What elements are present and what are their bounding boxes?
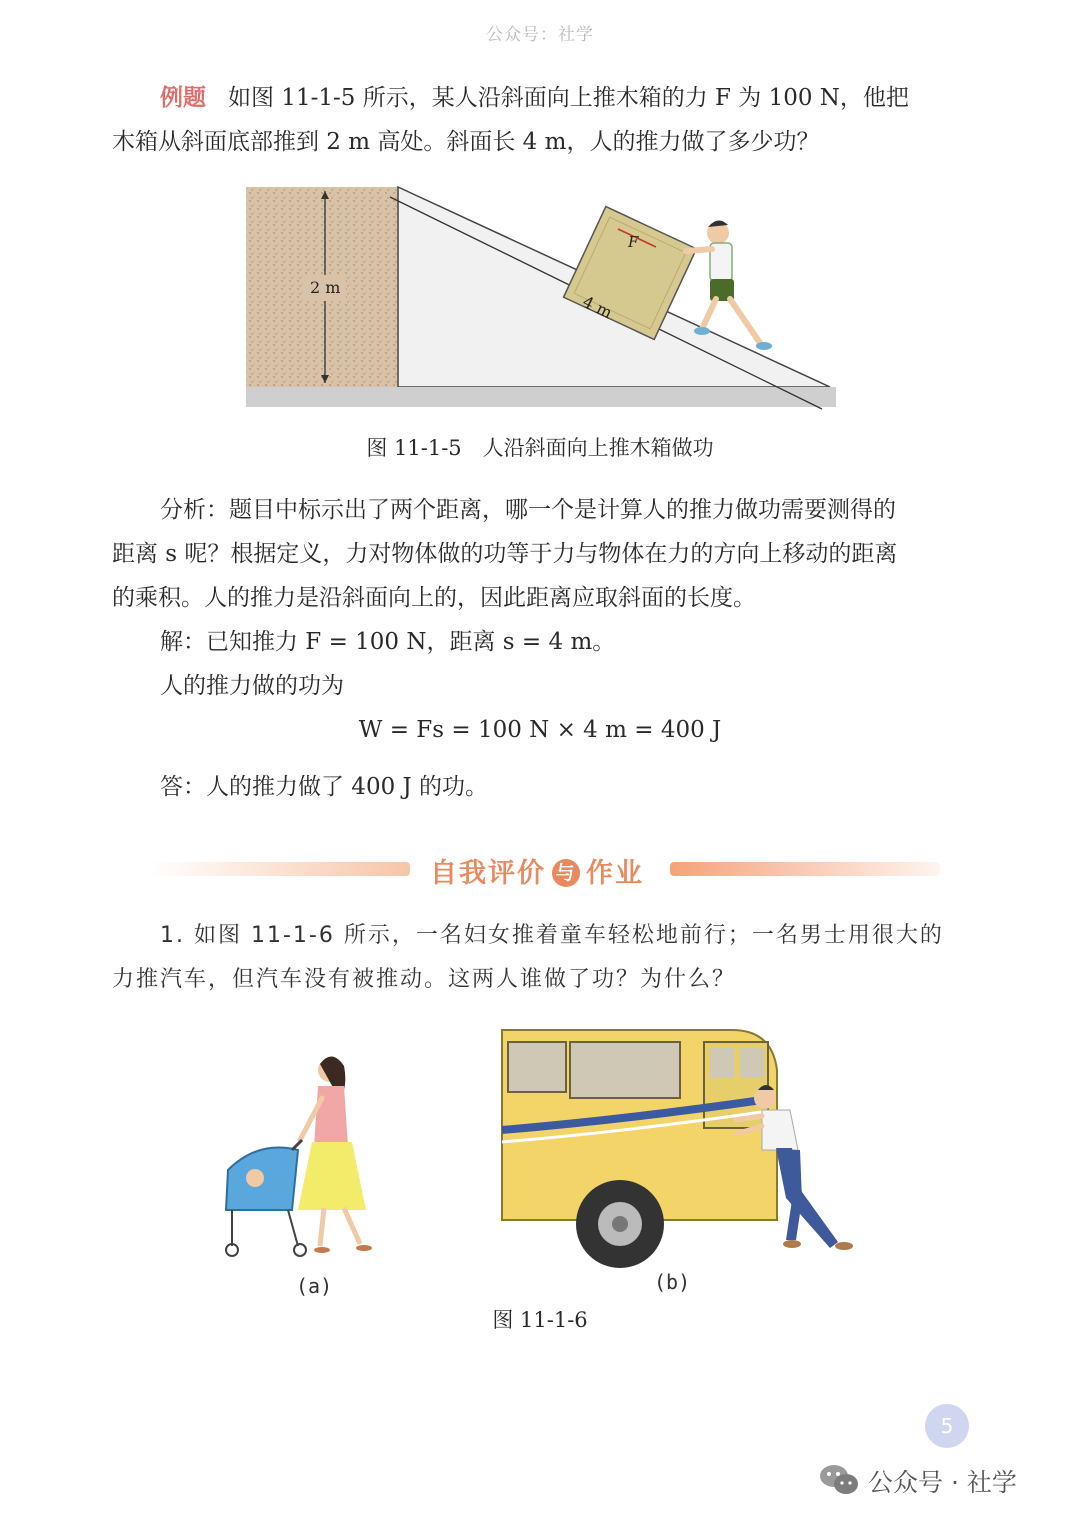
figure-1-caption: 图 11-1-5 人沿斜面向上推木箱做功 bbox=[366, 436, 714, 460]
example-label: 例题 bbox=[160, 85, 206, 111]
page-number: 5 bbox=[925, 1404, 969, 1448]
section-title-part-2: 作业 bbox=[586, 858, 644, 889]
solution-block bbox=[112, 620, 972, 708]
section-title-part-1: 自我评价 bbox=[430, 858, 546, 889]
question-1 bbox=[112, 914, 992, 1002]
height-label: 2 m bbox=[310, 278, 341, 297]
subfigure-a-label: (a) bbox=[296, 1274, 333, 1298]
example-paragraph bbox=[112, 76, 972, 164]
answer-line: 答：人的推力做了 400 J 的功。 bbox=[160, 774, 489, 800]
section-badge: 与 bbox=[552, 859, 580, 887]
example-line-1: 如图 11-1-5 所示，某人沿斜面向上推木箱的力 F 为 100 N，他把 bbox=[228, 85, 909, 111]
question-1-line-1: 1. 如图 11-1-6 所示，一名妇女推着童车轻松地前行；一名男士用很大的 bbox=[160, 923, 944, 948]
analysis-line-2: 距离 s 呢？根据定义，力对物体做的功等于力与物体在力的方向上移动的距离 bbox=[112, 541, 898, 567]
solution-line-1: 解：已知推力 F = 100 N，距离 s = 4 m。 bbox=[160, 629, 616, 655]
section-band-left bbox=[150, 862, 410, 876]
question-1-line-2: 力推汽车，但汽车没有被推动。这两人谁做了功？为什么？ bbox=[112, 967, 737, 992]
force-label: F bbox=[628, 233, 639, 251]
boy-pushing bbox=[686, 220, 772, 350]
incline-figure bbox=[240, 183, 840, 423]
woman-stroller-figure bbox=[210, 1050, 410, 1260]
work-formula: W = Fs = 100 N × 4 m = 400 J bbox=[358, 717, 722, 743]
length-label: 4 m bbox=[579, 291, 616, 323]
section-title bbox=[430, 851, 644, 890]
analysis-line-3: 的乘积。人的推力是沿斜面向上的，因此距离应取斜面的长度。 bbox=[112, 585, 756, 611]
figure-2-caption: 图 11-1-6 bbox=[492, 1308, 588, 1332]
bottom-watermark: 公众号 · 社学 bbox=[868, 1468, 1017, 1497]
ground bbox=[246, 387, 836, 407]
example-line-2: 木箱从斜面底部推到 2 m 高处。斜面长 4 m，人的推力做了多少功？ bbox=[112, 129, 820, 155]
analysis-line-1: 分析：题目中标示出了两个距离，哪一个是计算人的推力做功需要测得的 bbox=[160, 497, 896, 523]
man-bus-figure bbox=[500, 1020, 870, 1270]
solution-line-2: 人的推力做的功为 bbox=[160, 673, 344, 699]
answer-block bbox=[112, 765, 972, 809]
subfigure-b-label: (b) bbox=[654, 1270, 691, 1294]
top-watermark: 公众号：社学 bbox=[486, 25, 594, 45]
wechat-icon bbox=[818, 1462, 860, 1498]
analysis-paragraph bbox=[112, 488, 972, 620]
section-band-right bbox=[670, 862, 940, 876]
